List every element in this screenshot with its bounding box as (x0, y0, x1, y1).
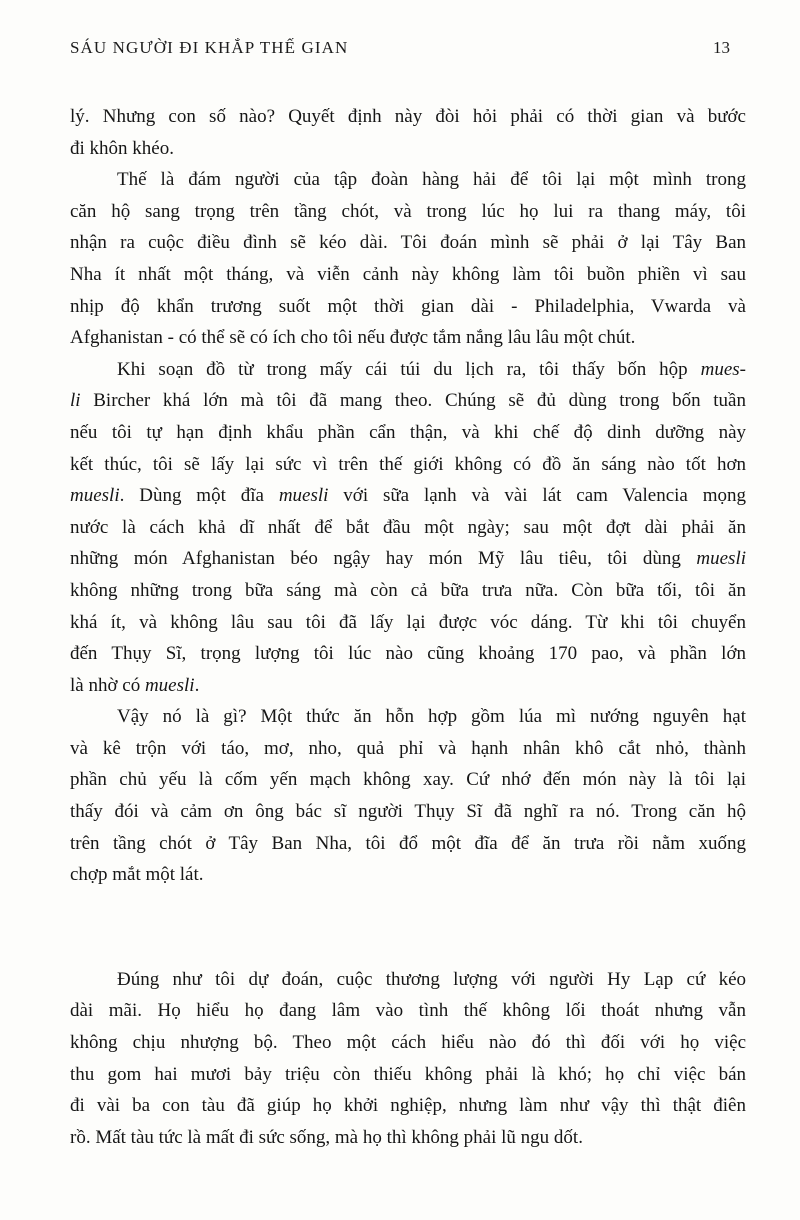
text-line: lý. Nhưng con số nào? Quyết định này đòi hỏi phải có thời gian và bước (70, 106, 746, 127)
text-line: trên tầng chót ở Tây Ban Nha, tôi đổ một đĩa để ăn trưa rồi nằm xuống (70, 832, 746, 854)
text-line: Đúng như tôi dự đoán, cuộc thương lượng với người Hy Lạp cứ kéo (117, 968, 746, 990)
text-line: đi khôn khéo. (70, 137, 174, 159)
text-line: đi vài ba con tàu đã giúp họ khởi nghiệp, nhưng làm như vậy thì thật điên (70, 1095, 746, 1117)
text-line: căn hộ sang trọng trên tầng chót, và trong lúc họ lui ra thang máy, tôi (70, 200, 746, 222)
text-line: không những trong bữa sáng mà còn cả bữa trưa nữa. Còn bữa tối, tôi ăn (70, 579, 746, 601)
text-line: và kê trộn với táo, mơ, nho, quả phỉ và hạnh nhân khô cắt nhỏ, thành (70, 737, 746, 759)
text-line: Afghanistan - có thể sẽ có ích cho tôi nếu được tắm nắng lâu lâu một chút. (70, 327, 636, 349)
text-line: dài mãi. Họ hiểu họ đang lâm vào tình thế không lối thoát nhưng vẫn (70, 1000, 746, 1022)
text-line: rồ. Mất tàu tức là mất đi sức sống, mà họ thì không phải lũ ngu dốt. (70, 1126, 583, 1148)
text-line: thu gom hai mươi bảy triệu còn thiếu không phải là khó; họ chỉ việc bán (70, 1063, 746, 1085)
text-line: nếu tôi tự hạn định khẩu phần cẩn thận, và khi chế độ dinh dưỡng này (70, 421, 746, 443)
text-line: chợp mắt một lát. (70, 864, 204, 886)
text-line: thấy đói và cảm ơn ông bác sĩ người Thụy Sĩ đã nghĩ ra nó. Trong căn hộ (70, 801, 746, 823)
page-header (70, 38, 730, 58)
text-line: nhận ra cuộc điều đình sẽ kéo dài. Tôi đoán mình sẽ phải ở lại Tây Ban (70, 232, 746, 254)
text-line: đến Thụy Sĩ, trọng lượng tôi lúc nào cũng khoảng 170 pao, và phần lớn (70, 643, 746, 665)
text-line: li Bircher khá lớn mà tôi đã mang theo. Chúng sẽ đủ dùng trong bốn tuần (70, 390, 746, 412)
text-line: khá ít, và không lâu sau tôi đã lấy lại được vóc dáng. Từ khi tôi chuyển (70, 611, 746, 633)
text-line: Vậy nó là gì? Một thức ăn hỗn hợp gồm lúa mì nướng nguyên hạt (117, 706, 746, 728)
text-line: là nhờ có muesli. (70, 674, 200, 696)
page-number: 13 (713, 38, 730, 57)
text-line: Thế là đám người của tập đoàn hàng hải để tôi lại một mình trong (117, 169, 746, 191)
text-line: những món Afghanistan béo ngậy hay món Mỹ lâu tiêu, tôi dùng muesli (70, 548, 746, 570)
running-title: SÁU NGƯỜI ĐI KHẮP THẾ GIAN (70, 38, 349, 57)
text-line: phần chủ yếu là cốm yến mạch không xay. Cứ nhớ đến món này là tôi lại (70, 769, 746, 791)
text-block (70, 101, 746, 1153)
text-line: Khi soạn đồ từ trong mấy cái túi du lịch ra, tôi thấy bốn hộp mues- (117, 358, 746, 380)
text-line: Nha ít nhất một tháng, và viễn cảnh này không làm tôi buồn phiền vì sau (70, 263, 746, 285)
text-line: nhịp độ khẩn trương suốt một thời gian dài - Philadelphia, Vwarda và (70, 295, 746, 317)
text-line: kết thúc, tôi sẽ lấy lại sức vì trên thế giới không có đồ ăn sáng nào tốt hơn (70, 453, 746, 475)
text-line: không chịu nhượng bộ. Theo một cách hiểu nào đó thì đối với họ việc (70, 1032, 746, 1054)
text-line: muesli. Dùng một đĩa muesli với sữa lạnh và vài lát cam Valencia mọng (70, 485, 746, 507)
text-line: nước là cách khả dĩ nhất để bắt đầu một ngày; sau một đợt dài phải ăn (70, 516, 746, 538)
